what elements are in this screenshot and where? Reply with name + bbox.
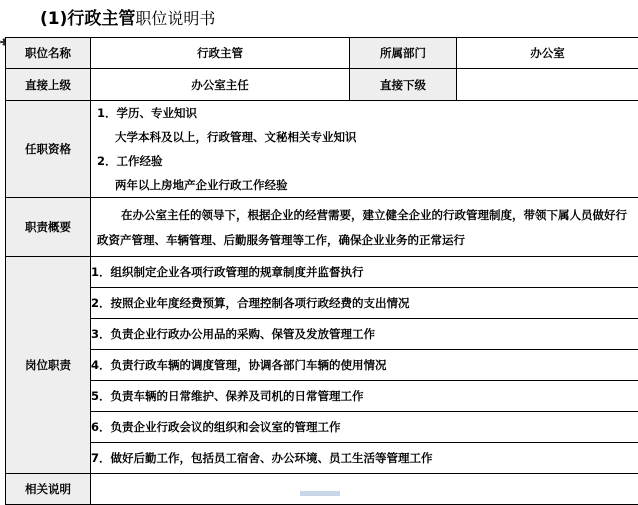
department-label: 所属部门 xyxy=(350,38,457,69)
superior-value[interactable]: 办公室主任 xyxy=(91,69,350,101)
table-row xyxy=(6,319,638,350)
table-row xyxy=(6,381,638,412)
table-row xyxy=(6,443,638,474)
title-number: (1) xyxy=(40,9,67,29)
job-description-table xyxy=(5,37,638,505)
overview-text: 在办公室主任的领导下，根据企业的经营需要，建立健全企业的行政管理制度，带领下属人员做好行政资产管理、车辆管理、后勤服务管理等工作，确保企业业务的正常运行 xyxy=(91,198,638,256)
duty-item[interactable]: 6．负责企业行政会议的组织和会议室的管理工作 xyxy=(91,412,638,443)
subordinate-value[interactable] xyxy=(457,69,638,101)
experience-detail: 两年以上房地产企业行政工作经验 xyxy=(91,173,638,197)
table-row xyxy=(6,101,638,198)
title-main: 行政主管 xyxy=(67,4,135,29)
table-row xyxy=(6,198,638,257)
duty-item[interactable]: 1．组织制定企业各项行政管理的规章制度并监督执行 xyxy=(91,257,638,288)
page-title xyxy=(40,4,215,30)
education-title: 1．学历、专业知识 xyxy=(91,101,638,125)
subordinate-label: 直接下级 xyxy=(350,69,457,101)
overview-cell[interactable] xyxy=(91,198,638,257)
duty-item[interactable]: 5．负责车辆的日常维护、保养及司机的日常管理工作 xyxy=(91,381,638,412)
duty-item[interactable]: 4．负责行政车辆的调度管理，协调各部门车辆的使用情况 xyxy=(91,350,638,381)
table-row xyxy=(6,257,638,288)
table-row xyxy=(6,38,638,69)
duty-item[interactable]: 2．按照企业年度经费预算，合理控制各项行政经费的支出情况 xyxy=(91,288,638,319)
position-name-label: 职位名称 xyxy=(6,38,91,69)
overview-label: 职责概要 xyxy=(6,198,91,257)
notes-label: 相关说明 xyxy=(6,474,91,505)
title-sub: 职位说明书 xyxy=(135,6,215,29)
duty-item[interactable]: 3．负责企业行政办公用品的采购、保管及发放管理工作 xyxy=(91,319,638,350)
department-value[interactable]: 办公室 xyxy=(457,38,638,69)
experience-title: 2．工作经验 xyxy=(91,149,638,173)
table-row xyxy=(6,350,638,381)
duty-item[interactable]: 7．做好后勤工作，包括员工宿舍、办公环境、员工生活等管理工作 xyxy=(91,443,638,474)
position-name-value[interactable]: 行政主管 xyxy=(91,38,350,69)
qualifications-cell[interactable] xyxy=(91,101,638,198)
table-row xyxy=(6,474,638,505)
duties-label: 岗位职责 xyxy=(6,257,91,474)
qualifications-label: 任职资格 xyxy=(6,101,91,198)
notes-value[interactable] xyxy=(91,474,638,505)
table-row xyxy=(6,69,638,101)
table-row xyxy=(6,412,638,443)
education-detail: 大学本科及以上，行政管理、文秘相关专业知识 xyxy=(91,125,638,149)
scroll-indicator[interactable] xyxy=(300,491,340,496)
superior-label: 直接上级 xyxy=(6,69,91,101)
table-row xyxy=(6,288,638,319)
